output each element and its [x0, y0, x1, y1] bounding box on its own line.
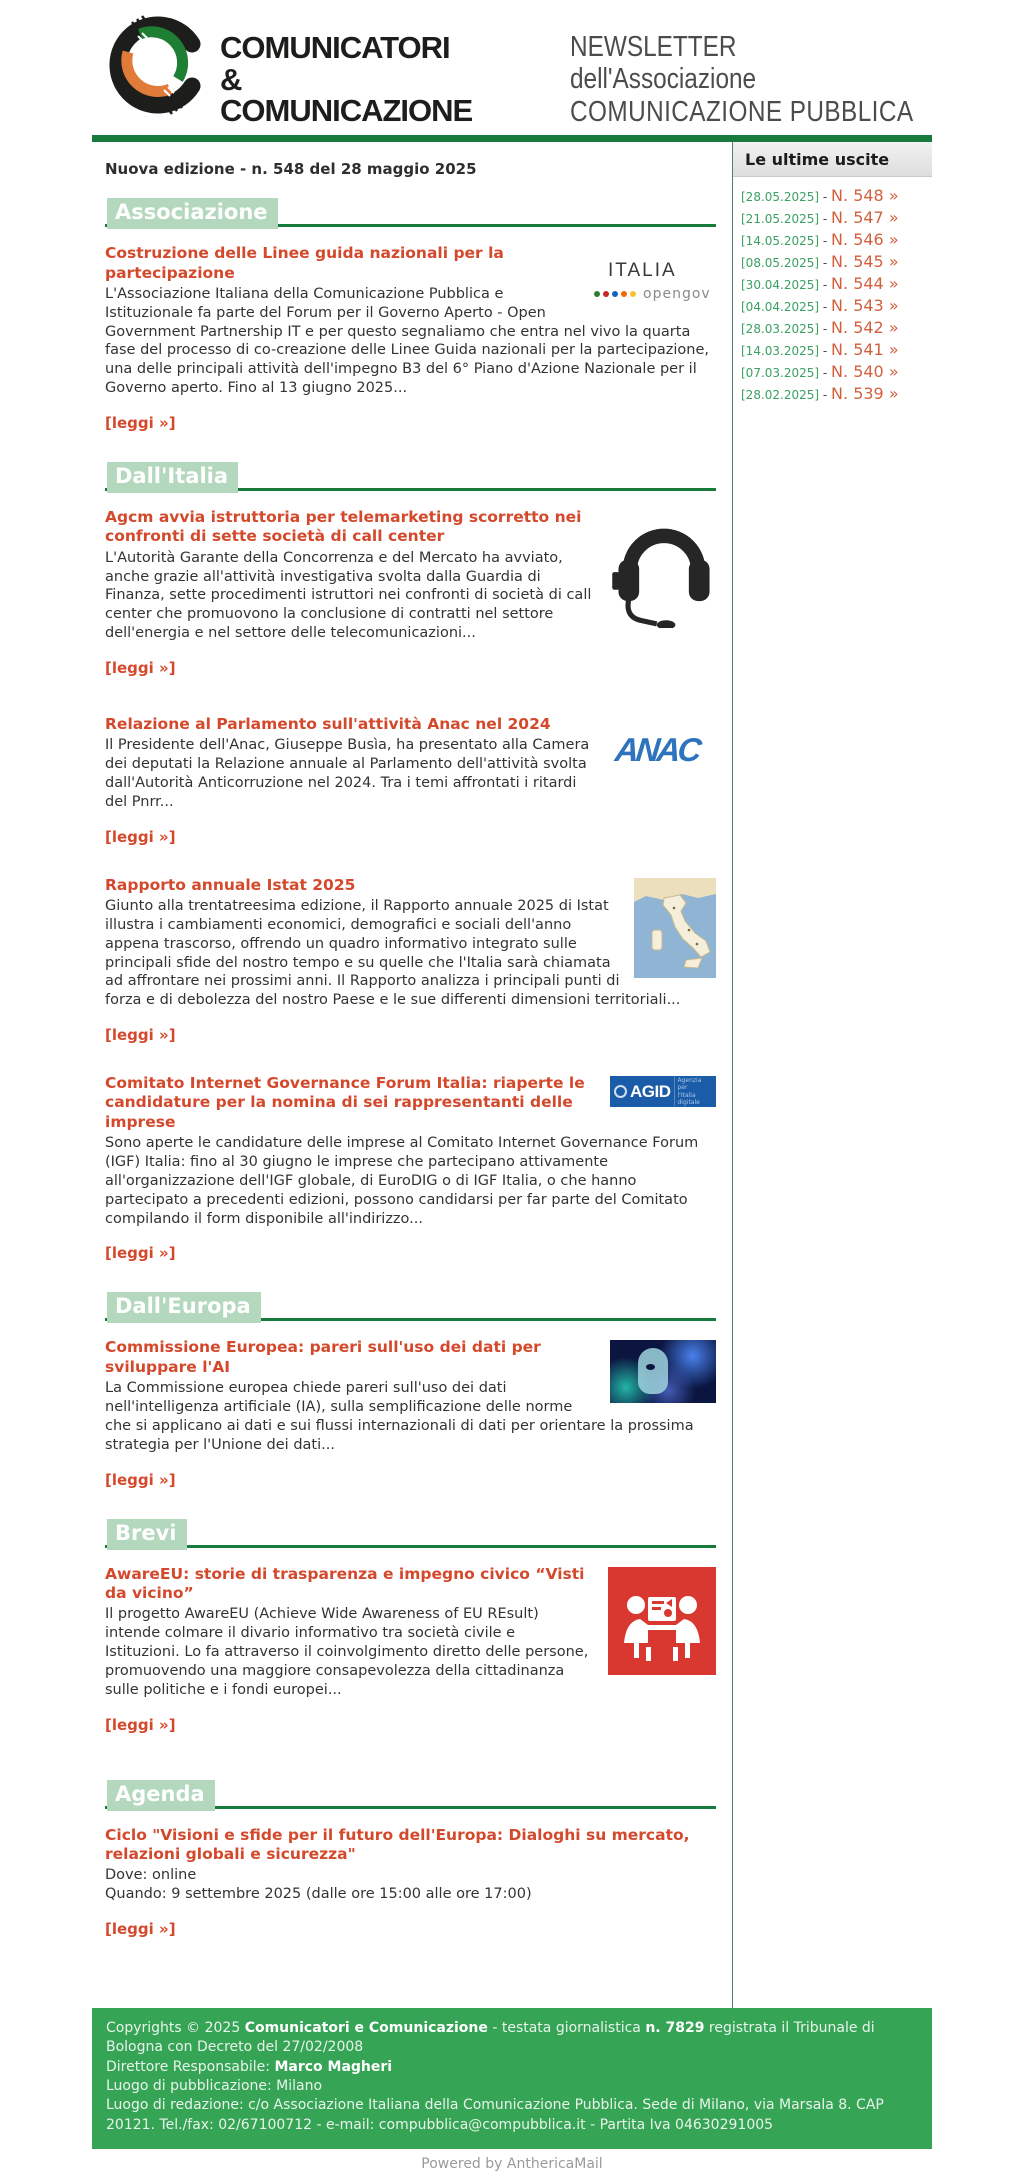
header	[92, 0, 932, 135]
issue-date: [28.02.2025]	[741, 387, 820, 402]
article-title-link[interactable]: Rapporto annuale Istat 2025	[105, 875, 356, 894]
agid-subtext-1: Agenzia per	[677, 1077, 702, 1092]
opengov-dot-icon	[621, 291, 627, 297]
sidebar-title: Le ultime uscite	[733, 142, 932, 177]
section-label: Brevi	[107, 1519, 187, 1550]
article-body: Il progetto AwareEU (Achieve Wide Awareness of EU REsult) intende colmare il divario informativo tra società civile e Istituzioni. Lo fa attraverso il coinvolgimento diretto delle persone, promuovendo una maggiore consapevolezza della cittadinanza sulle politiche e i fondi europei...	[105, 1606, 589, 1698]
sidebar-issue-item	[733, 228, 932, 250]
footer-text: Direttore Responsabile:	[106, 2058, 275, 2075]
issue-link[interactable]: N. 546 »	[831, 229, 899, 249]
footer-text: registrata il Tribunale di Bologna con Decreto del 27/02/2008	[106, 2019, 875, 2056]
section-header-associazione	[105, 198, 716, 234]
article-body: L'Associazione Italiana della Comunicazione Pubblica e Istituzionale fa parte del Forum per il Governo Aperto - Open Government Partnership IT e per questo segnaliamo che entra nel vivo la quarta fase del processo di co-creazione delle Linee Guida nazionali per la partecipazione, una delle principali attività dell'impegno B3 del 6° Piano d'Azione Nazionale per il Governo aperto. Fino al 13 giugno 2025...	[105, 285, 710, 397]
section-header-agenda	[105, 1780, 716, 1816]
separator: -	[819, 277, 832, 292]
association-logo-icon	[104, 14, 204, 116]
opengov-dot-icon	[594, 291, 600, 297]
brand-title	[220, 14, 501, 127]
powered-by-label: Powered by AnthericaMail	[421, 2155, 603, 2172]
section-label: Dall'Europa	[107, 1292, 261, 1323]
issue-link[interactable]: N. 539 »	[831, 383, 899, 403]
footer-director-line	[106, 2058, 918, 2077]
issue-link[interactable]: N. 544 »	[831, 273, 899, 293]
edition-title: Nuova edizione - n. 548 del 28 maggio 2025	[105, 160, 477, 179]
header-divider-bar	[92, 135, 932, 142]
issue-date: [07.03.2025]	[741, 365, 820, 380]
issue-link[interactable]: N. 547 »	[831, 207, 899, 227]
agenda-dove: Dove: online	[105, 1867, 197, 1884]
opengov-dot-icon	[603, 291, 609, 297]
separator: -	[819, 365, 832, 380]
headset-image	[612, 510, 716, 632]
article-title-link[interactable]: AwareEU: storie di trasparenza e impegno civico “Visti da vicino”	[105, 1564, 585, 1602]
footer-director-bold: Marco Magheri	[274, 2058, 393, 2075]
article-body: Sono aperte le candidature delle imprese al Comitato Internet Governance Forum (IGF) Italia: fino al 30 giugno le imprese che partecipano attivamente all'organizzazione dell'IGF globale, di EuroDIG o di IGF Italia, o che hanno partecipato a precedenti edizioni, possono candidarsi per far parte del Comitato compilando il form disponibile all'indirizzo...	[105, 1135, 699, 1227]
article-istat	[105, 876, 716, 1044]
leggi-link[interactable]: [leggi »]	[105, 827, 176, 846]
agid-subtext-2: l'Italia digitale	[677, 1091, 700, 1106]
article-title-link[interactable]: Relazione al Parlamento sull'attività Anac nel 2024	[105, 714, 551, 733]
ai-robot-image	[610, 1340, 716, 1403]
issue-link[interactable]: N. 541 »	[831, 339, 899, 359]
separator: -	[819, 189, 832, 204]
sidebar-issue-item	[733, 316, 932, 338]
section-header-dall-europa	[105, 1292, 716, 1328]
section-header-brevi	[105, 1519, 716, 1555]
separator: -	[819, 343, 832, 358]
main-column	[92, 142, 733, 2008]
issue-date: [14.05.2025]	[741, 233, 820, 248]
issue-date: [28.05.2025]	[741, 189, 820, 204]
issue-link[interactable]: N. 543 »	[831, 295, 899, 315]
footer	[92, 2008, 932, 2149]
article-title-link[interactable]: Commissione Europea: pareri sull'uso dei dati per sviluppare l'AI	[105, 1338, 541, 1376]
article-body: Giunto alla trentatreesima edizione, il Rapporto annuale 2025 di Istat illustra i cambiamenti economici, demografici e sociali dell'anno appena trascorso, offrendo un quadro informativo integrato sulle principali sfide del nostro tempo e su quelle che l'Italia sarà chiamata ad affrontare nei prossimi anni. Il Rapporto analizza i principali punti di forza e di debolezza del nostro Paese e le sue differenti dimensioni territoriali...	[105, 898, 681, 1009]
issue-date: [28.03.2025]	[741, 321, 820, 336]
robot-head-shape	[638, 1348, 668, 1394]
leggi-link[interactable]: [leggi »]	[105, 413, 176, 432]
article-anac	[105, 715, 716, 846]
issue-date: [30.04.2025]	[741, 277, 820, 292]
issue-link[interactable]: N. 548 »	[831, 185, 899, 205]
newsletter-subtitle-line-2: COMUNICAZIONE PUBBLICA	[569, 95, 914, 128]
issue-link[interactable]: N. 540 »	[831, 361, 899, 381]
article-igf	[105, 1074, 716, 1262]
article-title-link[interactable]: Agcm avvia istruttoria per telemarketing scorretto nei confronti di sette società di call center	[105, 507, 582, 546]
opengov-italia-logo-image	[594, 246, 716, 302]
sidebar-issue-item	[733, 272, 932, 294]
newsletter-subtitle	[570, 14, 932, 129]
sidebar-issue-item	[733, 338, 932, 360]
article-body: L'Autorità Garante della Concorrenza e del Mercato ha avviato, anche grazie all'attività investigativa svolta dalla Guardia di Finanza, sette procedimenti istruttori nei confronti di società di call center che promuovono la conclusione di contratti nel settore dell'energia e nel settore delle telecomunicazioni...	[105, 549, 592, 642]
article-body: Il Presidente dell'Anac, Giuseppe Busìa, ha presentato alla Camera dei deputati la Relazione annuale al Parlamento dell'attività svolta dall'Autorità Anticorruzione nel 2024. Tra i temi affrontati i ritardi del Pnrr...	[105, 737, 590, 810]
section-header-dall-italia	[105, 462, 716, 498]
article-awareeu	[105, 1565, 716, 1734]
opengov-dot-icon	[630, 291, 636, 297]
section-label: Agenda	[107, 1780, 215, 1811]
article-commissione-ai	[105, 1338, 716, 1488]
opengov-dot-icon	[612, 291, 618, 297]
awareeu-people-image	[608, 1567, 716, 1675]
separator: -	[819, 387, 832, 402]
footer-reg-number-bold: n. 7829	[645, 2019, 705, 2036]
newsletter-subtitle-line-1: NEWSLETTER dell'Associazione	[569, 31, 756, 95]
leggi-link[interactable]: [leggi »]	[105, 1470, 176, 1489]
footer-text: - testata giornalistica	[487, 2019, 646, 2036]
agid-logo-image	[610, 1076, 716, 1107]
article-linee-guida	[105, 244, 716, 432]
agenda-title-link[interactable]: Ciclo "Visioni e sfide per il futuro dell'Europa: Dialoghi su mercato, relazioni globali e sicurezza"	[105, 1825, 690, 1863]
leggi-link[interactable]: [leggi »]	[105, 658, 176, 677]
sidebar-issue-item	[733, 382, 932, 404]
sidebar-latest-issues	[733, 142, 932, 2008]
anac-logo-image: ANAC	[613, 730, 701, 768]
leggi-link[interactable]: [leggi »]	[105, 1919, 176, 1938]
article-title-link[interactable]: Costruzione delle Linee guida nazionali per la partecipazione	[105, 244, 504, 282]
issue-date: [04.04.2025]	[741, 299, 820, 314]
agid-ring-icon	[614, 1085, 627, 1098]
article-body: La Commissione europea chiede pareri sull'uso dei dati nell'intelligenza artificiale (IA), sulla semplificazione delle norme che si applicano ai dati e sui flussi internazionali di dati per orientare la prossima strategia per l'Unione dei dati...	[105, 1380, 694, 1453]
leggi-link[interactable]: [leggi »]	[105, 1715, 176, 1734]
sidebar-issue-item	[733, 294, 932, 316]
brand-line-1: COMUNICATORI	[220, 30, 450, 65]
newsletter-page	[92, 0, 932, 2184]
opengov-text: opengov	[643, 286, 711, 303]
article-title-link[interactable]: Comitato Internet Governance Forum Italia: riaperte le candidature per la nomina di sei rappresentanti delle imprese	[105, 1074, 585, 1131]
issue-date: [21.05.2025]	[741, 211, 820, 226]
italy-map-image	[634, 878, 716, 982]
leggi-link[interactable]: [leggi »]	[105, 1244, 176, 1263]
issue-link[interactable]: N. 545 »	[831, 251, 899, 271]
issue-date: [08.05.2025]	[741, 255, 820, 270]
separator: -	[819, 321, 832, 336]
issue-date: [14.03.2025]	[741, 343, 820, 358]
sidebar-issue-item	[733, 250, 932, 272]
separator: -	[819, 233, 832, 248]
brand-line-2: & COMUNICAZIONE	[220, 61, 473, 129]
footer-publication-line: Luogo di pubblicazione: Milano	[106, 2077, 323, 2094]
agid-text: AGID	[630, 1081, 671, 1101]
agenda-quando: Quando: 9 settembre 2025 (dalle ore 15:00 alle ore 17:00)	[105, 1886, 532, 1903]
section-rule	[105, 1545, 716, 1548]
separator: -	[819, 255, 832, 270]
sidebar-issue-item	[733, 206, 932, 228]
separator: -	[819, 299, 832, 314]
sidebar-issue-item	[733, 360, 932, 382]
sidebar-issue-item	[733, 184, 932, 206]
footer-address-line: Luogo di redazione: c/o Associazione Italiana della Comunicazione Pubblica. Sede di Milano, via Marsala 8. CAP 20121. Tel./fax: 02/67100712 - e-mail: compubblica@compubblica.it - Partita Iva 04630291005	[106, 2097, 884, 2133]
agenda-item	[105, 1826, 716, 1938]
section-label: Associazione	[107, 198, 278, 229]
leggi-link[interactable]: [leggi »]	[105, 1026, 176, 1045]
separator: -	[819, 211, 832, 226]
footer-copyright-line	[106, 2019, 918, 2058]
opengov-italia-text: ITALIA	[608, 260, 677, 282]
article-agcm	[105, 508, 716, 677]
section-label: Dall'Italia	[107, 462, 238, 493]
footer-brand-bold: Comunicatori e Comunicazione	[244, 2019, 488, 2036]
issue-link[interactable]: N. 542 »	[831, 317, 899, 337]
footer-text: Copyrights © 2025	[106, 2019, 245, 2036]
